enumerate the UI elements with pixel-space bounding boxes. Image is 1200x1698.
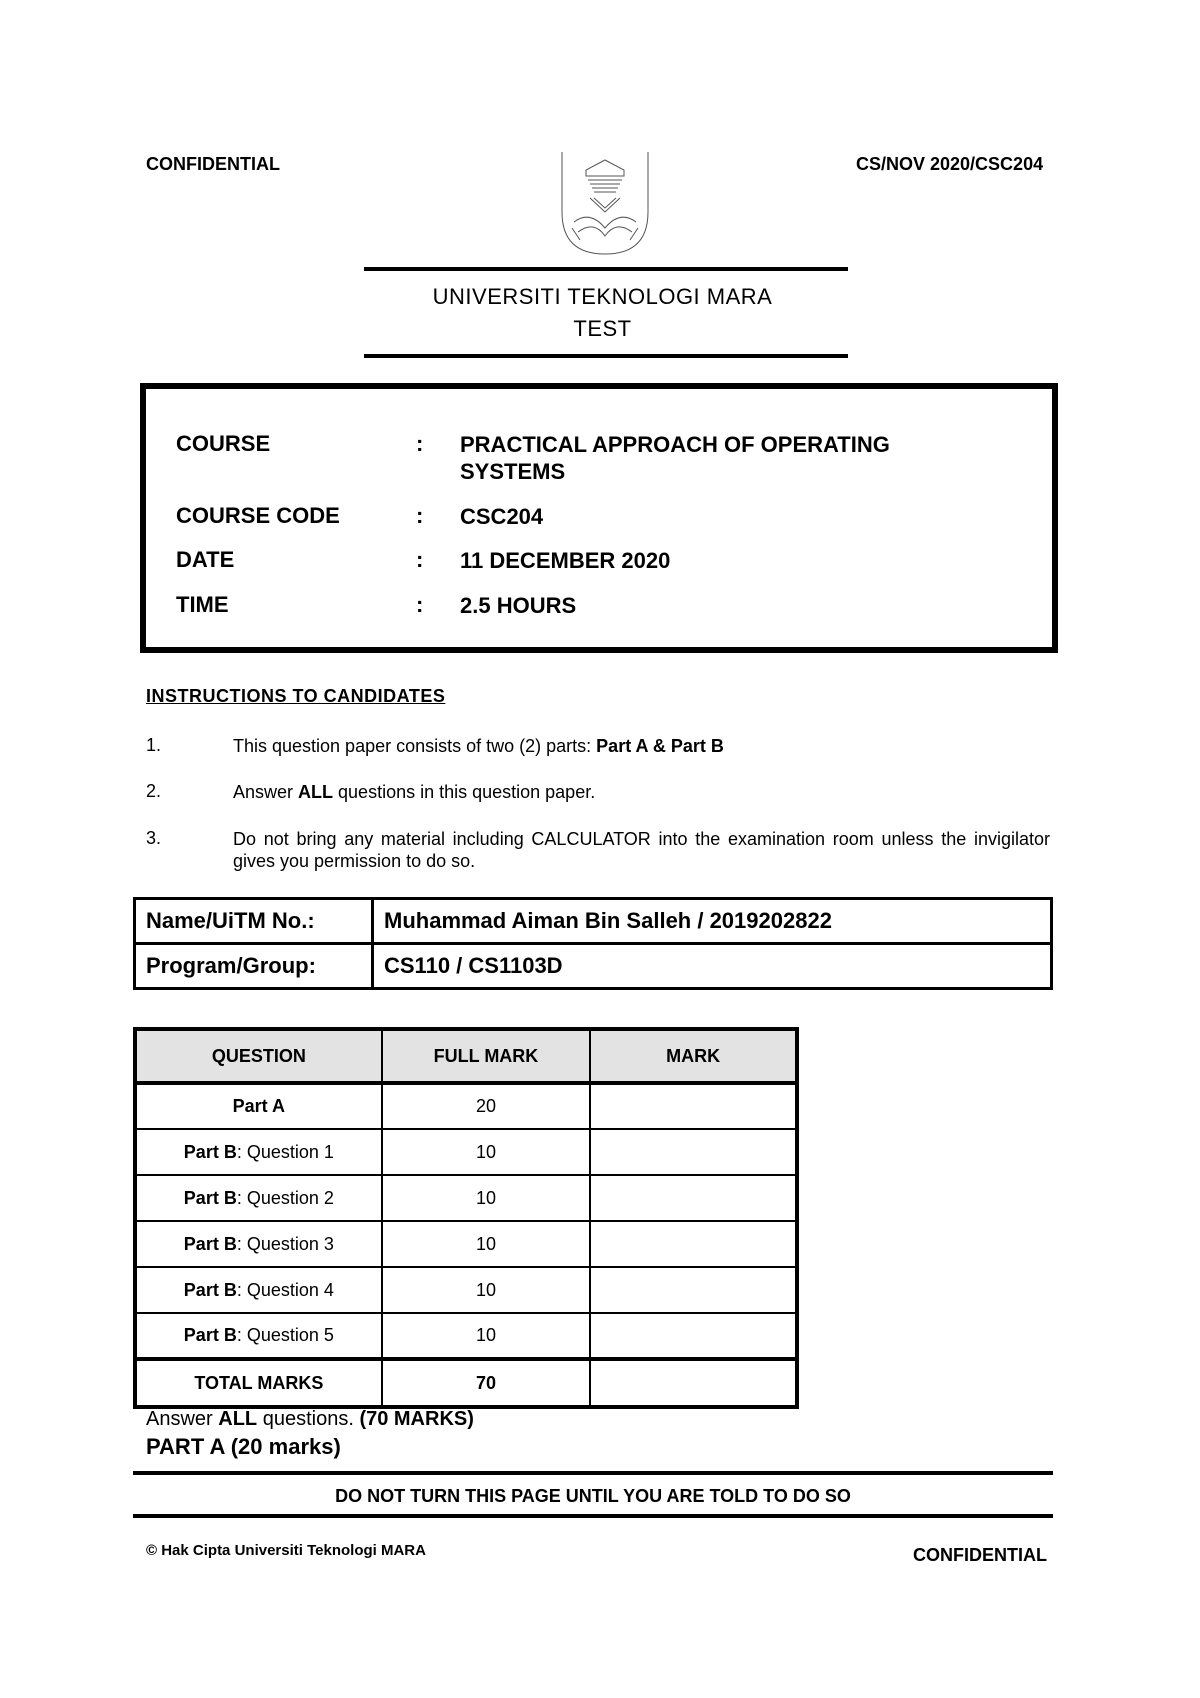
question-part: Part B <box>183 1141 237 1162</box>
time-label: TIME <box>176 592 229 617</box>
question-number: : Question 1 <box>236 1141 334 1162</box>
course-colon: : <box>416 431 424 456</box>
student-details-table <box>133 897 1053 990</box>
instruction-3-text <box>233 828 1050 872</box>
full-mark-cell: 10 <box>382 1313 591 1359</box>
header-confidential: CONFIDENTIAL <box>146 154 280 174</box>
answer-all: ALL <box>218 1408 258 1430</box>
answer-mid: questions. <box>257 1408 360 1430</box>
footer-bottom-rule <box>133 1514 1053 1518</box>
course-code-label: COURSE CODE <box>176 503 340 528</box>
course-code-colon: : <box>416 503 424 528</box>
full-mark-cell: 10 <box>382 1221 591 1267</box>
course-code-value: CSC204 <box>460 504 544 529</box>
table-row <box>135 899 1052 944</box>
instruction-2-post: questions in this question paper. <box>333 782 596 802</box>
mark-cell <box>590 1129 797 1175</box>
instruction-2-bold: ALL <box>298 782 334 802</box>
instruction-3-number: 3. <box>146 828 162 848</box>
table-row <box>135 1175 797 1221</box>
date-value: 11 DECEMBER 2020 <box>460 548 671 573</box>
copyright-notice: © Hak Cipta Universiti Teknologi MARA <box>146 1542 426 1559</box>
full-mark-cell: 10 <box>382 1267 591 1313</box>
table-row <box>135 1129 797 1175</box>
program-value: CS110 / CS1103D <box>373 944 1052 989</box>
answer-instruction <box>146 1408 474 1431</box>
question-cell <box>135 1175 382 1221</box>
question-number: : Question 2 <box>236 1187 334 1208</box>
part-a-heading: PART A (20 marks) <box>146 1434 341 1459</box>
full-mark-cell: 10 <box>382 1129 591 1175</box>
question-cell <box>135 1083 382 1129</box>
question-column-header: QUESTION <box>135 1029 382 1083</box>
question-number: : Question 4 <box>236 1279 334 1300</box>
date-colon: : <box>416 547 424 572</box>
table-header-row <box>135 1029 797 1083</box>
question-part: Part A <box>232 1096 286 1116</box>
course-value: PRACTICAL APPROACH OF OPERATING SYSTEMS <box>460 432 890 484</box>
program-label: Program/Group: <box>135 944 373 989</box>
instruction-2-text <box>233 781 1050 803</box>
question-part: Part B <box>183 1233 237 1254</box>
document-type: TEST <box>573 316 632 341</box>
instructions-heading: INSTRUCTIONS TO CANDIDATES <box>146 686 446 706</box>
question-cell <box>135 1129 382 1175</box>
question-cell <box>135 1221 382 1267</box>
course-info-box <box>140 383 1058 653</box>
time-value: 2.5 HOURS <box>460 593 577 618</box>
title-top-rule <box>364 267 848 271</box>
table-row <box>135 1083 797 1129</box>
instruction-2-number: 2. <box>146 781 162 801</box>
full-mark-column-header: FULL MARK <box>382 1029 591 1083</box>
question-number: : Question 5 <box>236 1325 334 1345</box>
marks-table <box>133 1027 799 1409</box>
question-part: Part B <box>183 1187 237 1208</box>
instruction-3-pre: Do not bring any material including CALCULATOR into the examination room unless the invigilator gives you permission to do so. <box>233 829 1050 871</box>
answer-total-marks: (70 MARKS) <box>359 1408 474 1430</box>
name-label: Name/UiTM No.: <box>135 899 373 944</box>
table-row <box>135 944 1052 989</box>
question-cell <box>135 1313 382 1359</box>
total-mark-cell <box>590 1359 797 1407</box>
table-row <box>135 1313 797 1359</box>
date-label: DATE <box>176 547 235 572</box>
time-colon: : <box>416 592 424 617</box>
instruction-1-text <box>233 735 1050 757</box>
instruction-1-pre: This question paper consists of two (2) parts: <box>233 736 597 756</box>
instruction-2-pre: Answer <box>233 782 299 802</box>
title-bottom-rule <box>364 354 848 358</box>
mark-cell <box>590 1313 797 1359</box>
full-mark-cell: 10 <box>382 1175 591 1221</box>
name-value: Muhammad Aiman Bin Salleh / 2019202822 <box>373 899 1052 944</box>
footer-top-rule <box>133 1471 1053 1475</box>
mark-column-header: MARK <box>590 1029 797 1083</box>
question-part: Part B <box>183 1279 237 1300</box>
total-label: TOTAL MARKS <box>135 1359 382 1407</box>
mark-cell <box>590 1083 797 1129</box>
mark-cell <box>590 1175 797 1221</box>
mark-cell <box>590 1267 797 1313</box>
full-mark-cell: 20 <box>382 1083 591 1129</box>
total-full-mark: 70 <box>382 1359 591 1407</box>
total-row <box>135 1359 797 1407</box>
table-row <box>135 1267 797 1313</box>
footer-confidential: CONFIDENTIAL <box>913 1545 1047 1565</box>
question-part: Part B <box>183 1325 237 1345</box>
question-number: : Question 3 <box>236 1233 334 1254</box>
answer-pre: Answer <box>146 1408 219 1430</box>
question-cell <box>135 1267 382 1313</box>
do-not-turn-notice: DO NOT TURN THIS PAGE UNTIL YOU ARE TOLD TO DO SO <box>335 1486 851 1506</box>
table-row <box>135 1221 797 1267</box>
instruction-1-number: 1. <box>146 735 162 755</box>
uitm-logo-icon <box>560 150 650 256</box>
course-label: COURSE <box>176 431 271 456</box>
header-reference-code: CS/NOV 2020/CSC204 <box>856 154 1044 174</box>
instruction-1-bold: Part A & Part B <box>596 736 724 756</box>
university-name: UNIVERSITI TEKNOLOGI MARA <box>432 284 773 309</box>
mark-cell <box>590 1221 797 1267</box>
